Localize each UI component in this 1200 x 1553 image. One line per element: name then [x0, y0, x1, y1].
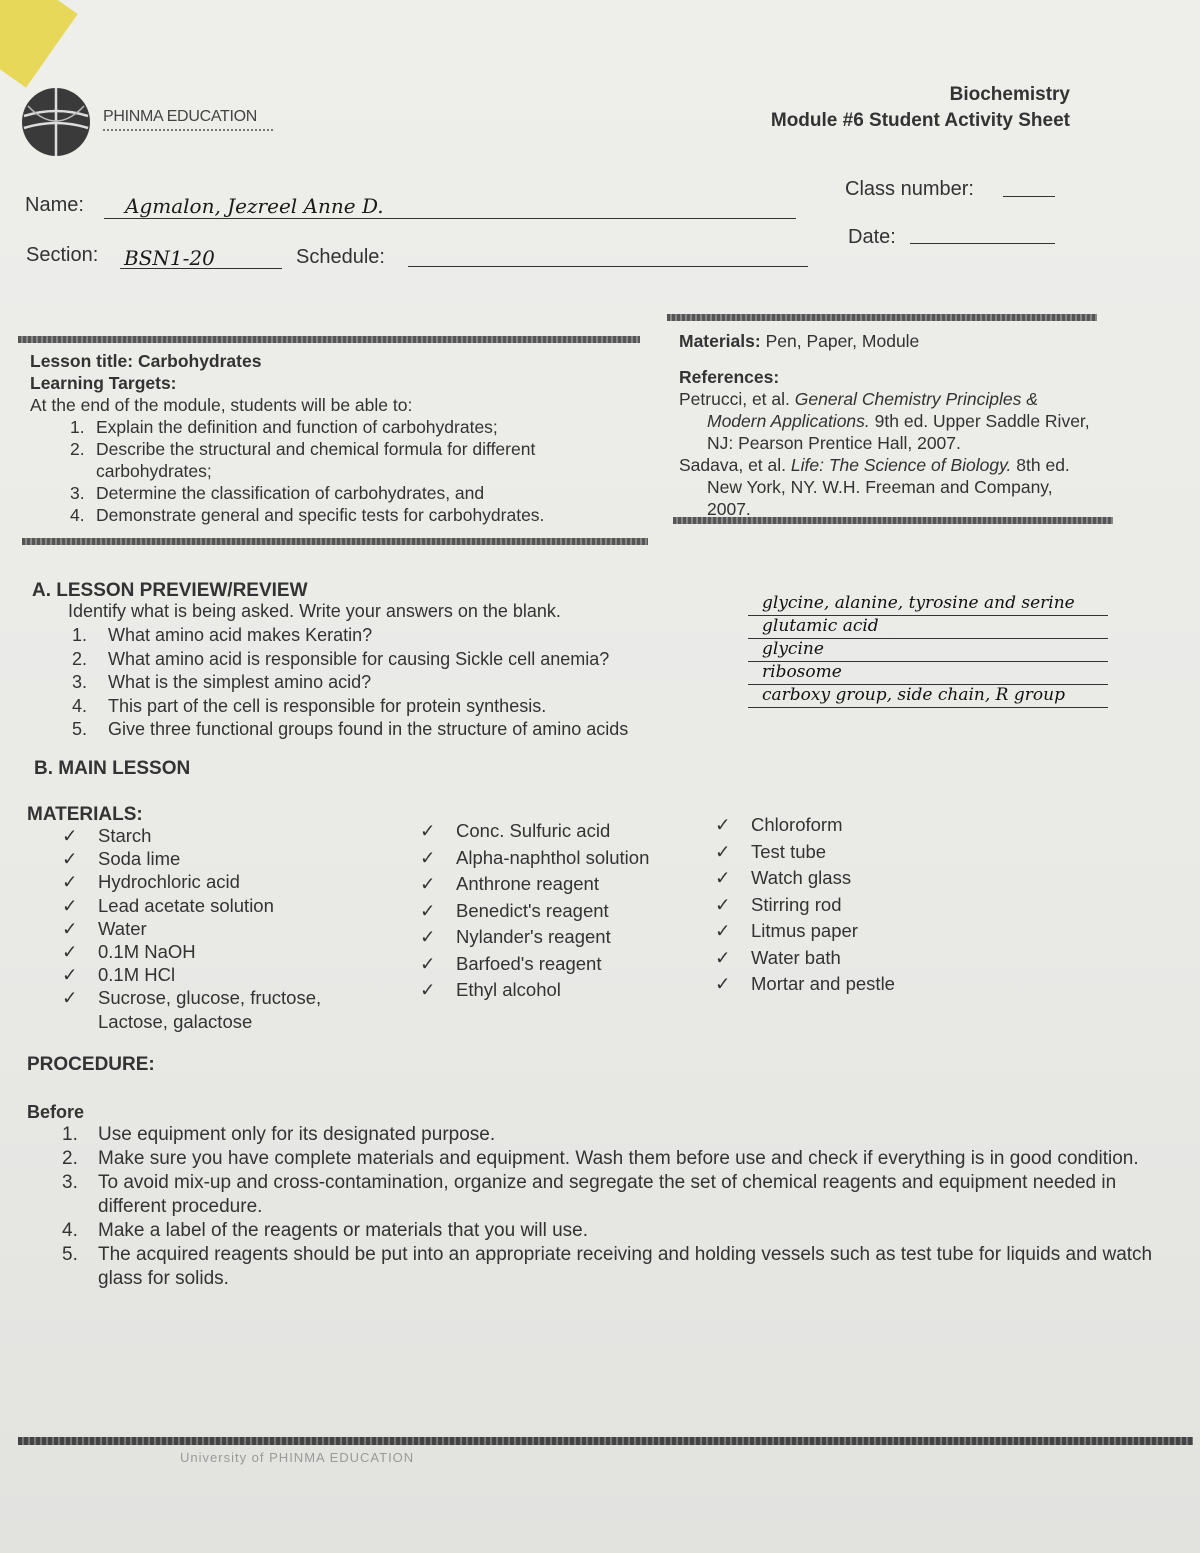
materials-box-top-rule	[667, 314, 1097, 321]
learning-targets-list	[30, 416, 630, 526]
list-item: 1. Use equipment only for its designated purpose.	[62, 1124, 496, 1145]
class-number-label: Class number:	[845, 178, 974, 200]
check-icon: ✓	[62, 871, 78, 893]
answer-2[interactable]: glutamic acid	[748, 616, 1108, 639]
answer-5[interactable]: carboxy group, side chain, R group	[748, 685, 1108, 708]
module-title: Module #6 Student Activity Sheet	[770, 110, 1070, 131]
list-item: ✓ Litmus paper	[715, 918, 895, 945]
name-label: Name:	[25, 194, 84, 216]
list-item: ✓ Test tube	[715, 839, 895, 866]
materials-box	[679, 330, 1099, 520]
footer-rule	[18, 1437, 1193, 1445]
list-item: ✓ Benedict's reagent	[420, 898, 649, 925]
section-a-instruction: Identify what is being asked. Write your answers on the blank.	[68, 601, 561, 621]
org-name: PHINMA EDUCATION	[103, 108, 258, 125]
section-label: Section:	[26, 244, 99, 266]
answer-3[interactable]: glycine	[748, 639, 1108, 662]
check-icon: ✓	[420, 873, 436, 894]
section-a-questions	[68, 624, 628, 742]
check-icon: ✓	[715, 840, 731, 862]
section-a-answers	[748, 593, 1108, 708]
date-label: Date:	[848, 226, 896, 248]
list-item: 2. What amino acid is responsible for causing Sickle cell anemia?	[72, 648, 610, 669]
list-item: ✓ Ethyl alcohol	[420, 977, 649, 1004]
list-item: 4. Make a label of the reagents or materials that you will use.	[62, 1220, 589, 1241]
materials-line: Materials: Pen, Paper, Module	[679, 331, 920, 351]
list-item: 5. The acquired reagents should be put into an appropriate receiving and holding vessels such as test tube for liquids and watch glass for solids.	[62, 1244, 1153, 1289]
check-icon: ✓	[420, 899, 436, 921]
section-b-heading: B. MAIN LESSON	[34, 758, 191, 779]
materials-label: MATERIALS:	[27, 804, 143, 825]
subject-title: Biochemistry	[949, 84, 1070, 105]
references-label: References:	[679, 367, 780, 387]
list-item: 3. To avoid mix-up and cross-contamination, organize and segregate the set of chemical reagents and equipment needed in different procedure.	[62, 1172, 1117, 1217]
list-item: ✓ Water	[62, 917, 147, 939]
check-icon: ✓	[715, 920, 731, 941]
check-icon: ✓	[62, 894, 78, 916]
schedule-line[interactable]	[408, 266, 808, 267]
class-number-line[interactable]	[1003, 196, 1055, 197]
check-icon: ✓	[715, 867, 731, 888]
list-item: 2. Make sure you have complete materials and equipment. Wash them before use and check if everything is in good condition.	[62, 1148, 1139, 1169]
list-item: ✓ Sucrose, glucose, fructose,	[62, 987, 322, 1009]
list-item: 2. Describe the structural and chemical formula for different carbohydrates;	[70, 439, 536, 481]
check-icon: ✓	[62, 964, 78, 986]
check-icon: ✓	[62, 917, 78, 939]
check-icon: ✓	[62, 848, 78, 870]
answer-4[interactable]: ribosome	[748, 662, 1108, 685]
list-item: ✓ Watch glass	[715, 865, 895, 892]
list-item: ✓ Soda lime	[62, 848, 181, 870]
list-item: 3. Determine the classification of carbohydrates, and	[70, 483, 485, 503]
list-item: Lactose, galactose	[98, 1010, 253, 1032]
sticky-tab	[0, 0, 78, 88]
list-item: ✓ Nylander's reagent	[420, 924, 649, 951]
learning-targets-label: Learning Targets:	[30, 373, 177, 393]
procedure-label: PROCEDURE:	[27, 1054, 155, 1075]
reference-2: Sadava, et al. Life: The Science of Biology. 8th ed. New York, NY. W.H. Freeman and Company, 2007.	[679, 455, 1070, 519]
list-item: ✓ Lead acetate solution	[62, 894, 274, 916]
list-item: 4. Demonstrate general and specific tests for carbohydrates.	[70, 505, 545, 525]
check-icon: ✓	[420, 846, 436, 868]
materials-column-3	[715, 812, 895, 998]
materials-column-2	[420, 818, 649, 1004]
list-item: ✓ Water bath	[715, 945, 895, 972]
name-line[interactable]	[104, 218, 796, 219]
section-a-heading: A. LESSON PREVIEW/REVIEW	[32, 580, 308, 601]
check-icon: ✓	[62, 941, 78, 963]
check-icon: ✓	[420, 952, 436, 974]
check-icon: ✓	[62, 987, 78, 1009]
list-item: ✓ Conc. Sulfuric acid	[420, 818, 649, 845]
section-value: BSN1-20	[124, 246, 215, 270]
name-value: Agmalon, Jezreel Anne D.	[125, 194, 384, 218]
list-item: ✓ Mortar and pestle	[715, 971, 895, 998]
list-item: ✓ Barfoed's reagent	[420, 951, 649, 978]
list-item: ✓ Alpha-naphthol solution	[420, 845, 649, 872]
list-item: 4. This part of the cell is responsible for protein synthesis.	[72, 695, 547, 716]
learning-targets-intro: At the end of the module, students will be able to:	[30, 395, 413, 415]
lesson-box-top-rule	[18, 336, 640, 343]
list-item: ✓ Hydrochloric acid	[62, 871, 240, 893]
list-item: ✓ Starch	[62, 825, 152, 846]
check-icon: ✓	[715, 893, 731, 915]
list-item: ✓ Anthrone reagent	[420, 871, 649, 898]
footer-text: University of PHINMA EDUCATION	[180, 1450, 415, 1465]
list-item: 1. What amino acid makes Keratin?	[72, 625, 373, 645]
lesson-box	[30, 350, 630, 526]
check-icon: ✓	[715, 814, 731, 835]
check-icon: ✓	[62, 825, 78, 846]
list-item: ✓ Chloroform	[715, 812, 895, 839]
list-item: 5. Give three functional groups found in the structure of amino acids	[72, 719, 629, 739]
check-icon: ✓	[715, 946, 731, 968]
check-icon: ✓	[420, 979, 436, 1000]
date-line[interactable]	[910, 243, 1055, 244]
list-item: ✓ Stirring rod	[715, 892, 895, 919]
materials-column-1	[62, 824, 321, 1033]
list-item: 3. What is the simplest amino acid?	[72, 672, 372, 692]
list-item: ✓ 0.1M HCl	[62, 964, 176, 986]
check-icon: ✓	[420, 926, 436, 947]
org-tagline-line	[103, 129, 273, 133]
lesson-box-bottom-rule	[22, 538, 648, 545]
before-label: Before	[27, 1102, 85, 1122]
answer-1[interactable]: glycine, alanine, tyrosine and serine	[748, 593, 1108, 616]
schedule-label: Schedule:	[296, 246, 385, 268]
list-item: ✓ 0.1M NaOH	[62, 941, 196, 963]
procedure-steps	[60, 1123, 1160, 1291]
list-item: 1. Explain the definition and function of carbohydrates;	[70, 417, 498, 437]
check-icon: ✓	[420, 820, 436, 841]
reference-1: Petrucci, et al. General Chemistry Principles & Modern Applications. 9th ed. Upper Saddle River, NJ: Pearson Prentice Hall, 2007.	[679, 389, 1090, 453]
phinma-logo-icon	[18, 86, 94, 158]
lesson-title: Lesson title: Carbohydrates	[30, 351, 262, 371]
check-icon: ✓	[715, 973, 731, 994]
